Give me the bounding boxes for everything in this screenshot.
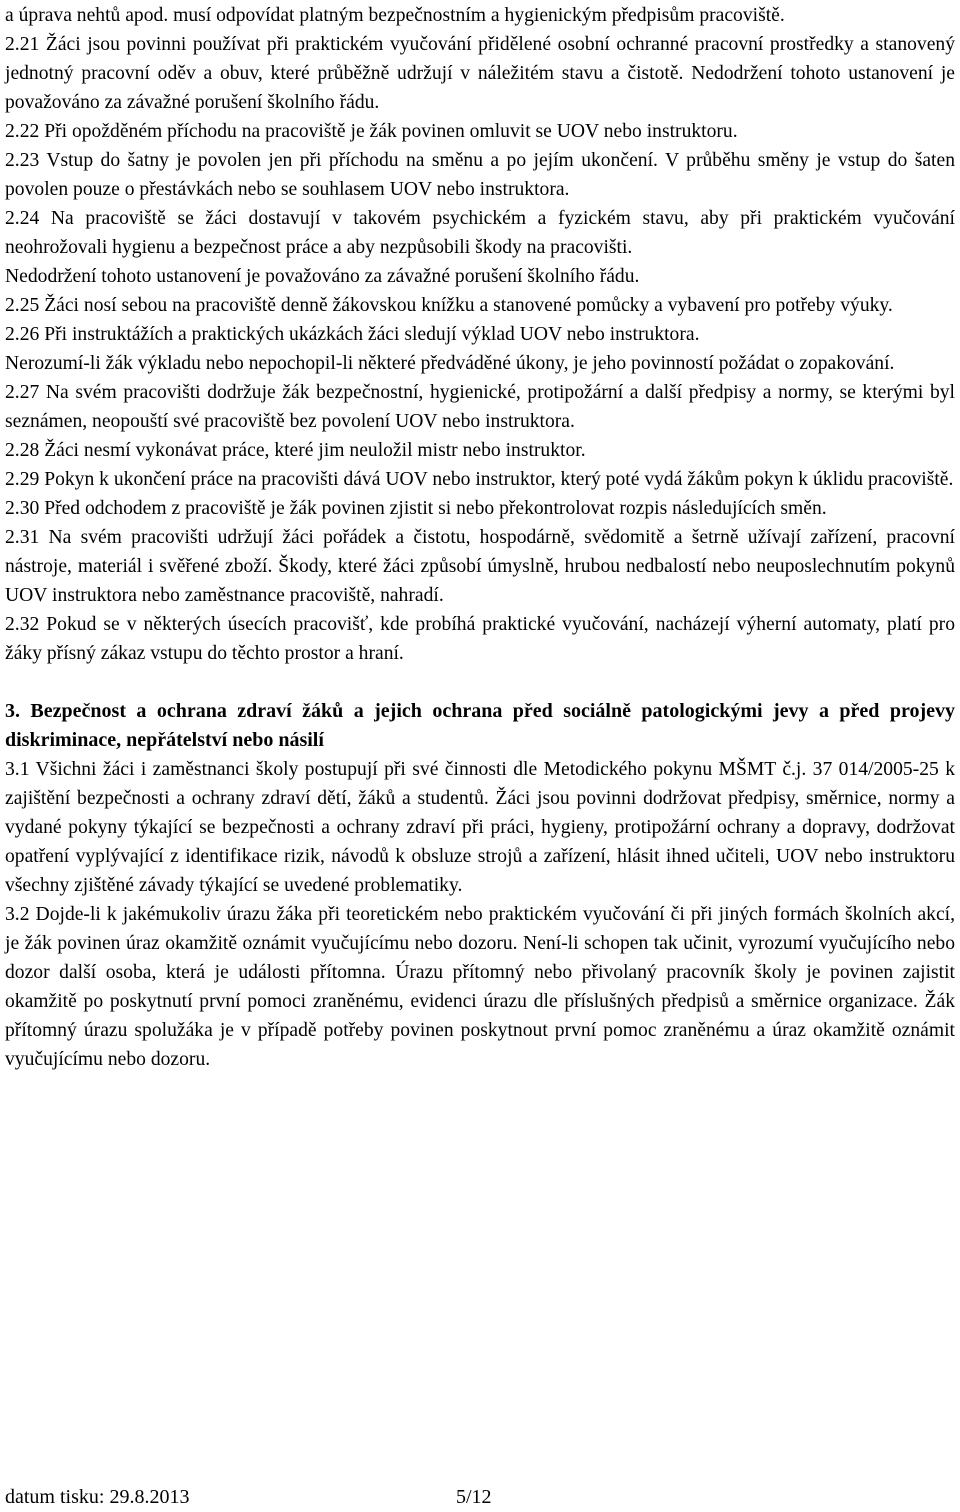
paragraph-p2-25: 2.25 Žáci nosí sebou na pracoviště denně žákovskou knížku a stanovené pomůcky a vybavení pro potřeby výuky. bbox=[5, 295, 893, 316]
print-date: datum tisku: 29.8.2013 bbox=[5, 1486, 190, 1508]
paragraph-p3-1: 3.1 Všichni žáci i zaměstnanci školy postupují při své činnosti dle Metodického pokynu MŠMT č.j. 37 014/2005-25 k zajištění bezpečnosti a ochrany zdraví dětí, žáků a studentů. Žáci jsou povinni dodržovat předpisy, směrnice, normy a vydané pokyny týkající se bezpečnosti a ochrany zdraví při práci, hygieny, protipožární ochrany a dopravy, dodržovat opatření vyplývající z identifikace rizik, návodů k obsluze strojů a zařízení, hlásit ihned učiteli, UOV nebo instruktoru všechny zjištěné závady týkající se uvedené problematiky. bbox=[5, 759, 955, 896]
paragraph-p2-30: 2.30 Před odchodem z pracoviště je žák povinen zjistit si nebo překontrolovat rozpis následujících směn. bbox=[5, 498, 827, 519]
paragraph-p2-27: 2.27 Na svém pracovišti dodržuje žák bezpečnostní, hygienické, protipožární a další předpisy a normy, se kterými byl seznámen, neopouští své pracoviště bez povolení UOV nebo instruktora. bbox=[5, 382, 955, 432]
paragraph-p2-26b: Nerozumí-li žák výkladu nebo nepochopil-li některé předváděné úkony, je jeho povinností požádat o zopakování. bbox=[5, 353, 895, 374]
paragraph-p2-29: 2.29 Pokyn k ukončení práce na pracovišti dává UOV nebo instruktor, který poté vydá žákům pokyn k úklidu pracoviště. bbox=[5, 469, 954, 490]
paragraph-p2-26: 2.26 Při instruktážích a praktických ukázkách žáci sledují výklad UOV nebo instruktora. bbox=[5, 324, 700, 345]
page-number: 5/12 bbox=[456, 1486, 492, 1508]
section-3-heading: 3. Bezpečnost a ochrana zdraví žáků a jejich ochrana před sociálně patologickými jevy a před projevy diskriminace, nepřátelství nebo násilí bbox=[5, 700, 955, 751]
paragraph-p3-2: 3.2 Dojde-li k jakémukoliv úrazu žáka při teoretickém nebo praktickém vyučování či při jiných formách školních akcí, je žák povinen úraz okamžitě oznámit vyučujícímu nebo dozoru. Není-li schopen tak učinit, vyrozumí vyučujícího nebo dozor další osoba, která je události přítomna. Úrazu přítomný nebo přivolaný pracovník školy je povinen zajistit okamžitě po poskytnutí první pomoci zraněnému, evidenci úrazu dle příslušných předpisů a směrnice organizace. Žák přítomný úrazu spolužáka je v případě potřeby povinen poskytnout první pomoc zraněnému a úraz okamžitě oznámit vyučujícímu nebo dozoru. bbox=[5, 904, 955, 1070]
document-page bbox=[5, 1, 955, 1074]
page-footer bbox=[5, 1483, 955, 1512]
paragraph-p2-28: 2.28 Žáci nesmí vykonávat práce, které jim neuložil mistr nebo instruktor. bbox=[5, 440, 586, 461]
section-2-paragraphs bbox=[5, 30, 955, 668]
paragraph-p2-24: 2.24 Na pracoviště se žáci dostavují v takovém psychickém a fyzickém stavu, aby při praktickém vyučování neohrožovali hygienu a bezpečnost práce a aby nezpůsobili škody na pracovišti. bbox=[5, 208, 955, 258]
paragraph-p2-32: 2.32 Pokud se v některých úsecích pracovišť, kde probíhá praktické vyučování, nacházejí výherní automaty, platí pro žáky přísný zákaz vstupu do těchto prostor a hraní. bbox=[5, 614, 955, 664]
section-3-paragraphs bbox=[5, 755, 955, 1074]
paragraph-p2-22: 2.22 Při opožděném příchodu na pracoviště je žák povinen omluvit se UOV nebo instruktoru. bbox=[5, 121, 738, 142]
paragraph-p2-23: 2.23 Vstup do šatny je povolen jen při příchodu na směnu a po jejím ukončení. V průběhu směny je vstup do šaten povolen pouze o přestávkách nebo se souhlasem UOV nebo instruktora. bbox=[5, 150, 955, 200]
paragraph-p2-21: 2.21 Žáci jsou povinni používat při praktickém vyučování přidělené osobní ochranné pracovní prostředky a stanovený jednotný pracovní oděv a obuv, které průběžně udržují v náležitém stavu a čistotě. Nedodržení tohoto ustanovení je považováno za závažné porušení školního řádu. bbox=[5, 34, 955, 113]
paragraph-p2-31: 2.31 Na svém pracovišti udržují žáci pořádek a čistotu, hospodárně, svědomitě a šetrně užívají zařízení, pracovní nástroje, materiál i svěřené zboží. Škody, které žáci způsobí úmyslně, hrubou nedbalostí nebo neuposlechnutím pokynů UOV instruktora nebo zaměstnance pracoviště, nahradí. bbox=[5, 527, 955, 606]
intro-paragraph: a úprava nehtů apod. musí odpovídat platným bezpečnostním a hygienickým předpisům pracoviště. bbox=[5, 5, 785, 26]
paragraph-p2-24b: Nedodržení tohoto ustanovení je považováno za závažné porušení školního řádu. bbox=[5, 266, 640, 287]
